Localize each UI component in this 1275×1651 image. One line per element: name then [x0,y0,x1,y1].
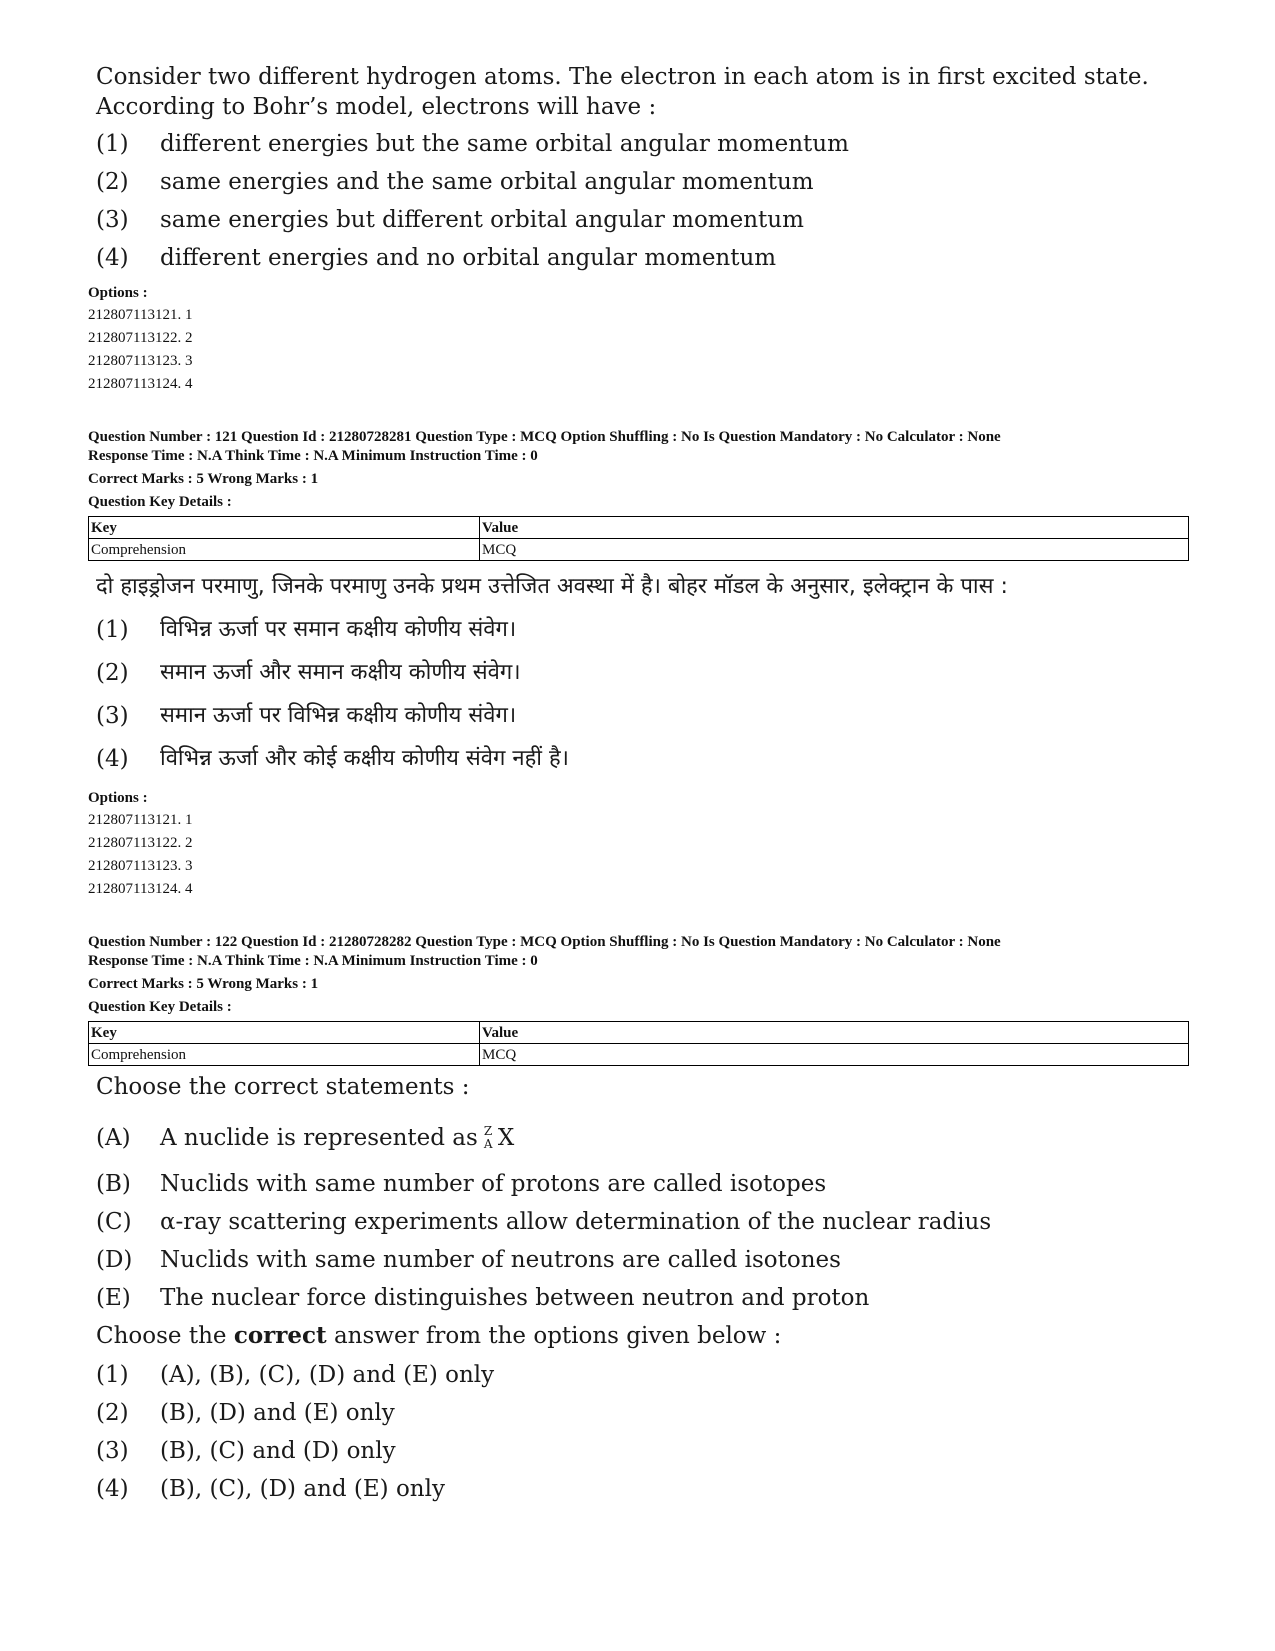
table-cell-key: Comprehension [89,539,480,561]
statement-item [96,1242,1196,1278]
statement-item [96,1166,1196,1202]
choice-number: (2) [96,660,129,686]
option-id: 212807113121. 1 [88,812,193,828]
choice-text: different energies and no orbital angular momentum [160,245,777,271]
answer-choice [96,612,1196,648]
instruction-post: answer from the options given below : [326,1323,782,1349]
nuclide-subscript: A [483,1137,493,1151]
statement-text: The nuclear force distinguishes between neutron and proton [160,1285,870,1311]
statement-label: (A) [96,1125,131,1151]
statement-text: Nuclids with same number of neutrons are called isotones [160,1247,841,1273]
choice-number: (1) [96,1362,129,1388]
answer-choice [96,1395,1196,1431]
question-meta: Response Time : N.A Think Time : N.A Minimum Instruction Time : 0 [88,448,538,464]
choice-text: विभिन्न ऊर्जा पर समान कक्षीय कोणीय संवेग। [160,617,517,642]
answer-choice [96,126,1196,162]
options-label: Options : [88,285,148,301]
choice-text: (B), (D) and (E) only [160,1400,395,1426]
answer-choice [96,655,1196,691]
choice-text: (B), (C), (D) and (E) only [160,1476,445,1502]
answer-choice [96,240,1196,276]
statement-label: (D) [96,1247,133,1273]
question-stem: Choose the correct statements : [96,1074,470,1100]
choice-text: समान ऊर्जा और समान कक्षीय कोणीय संवेग। [160,660,521,685]
question-meta: Response Time : N.A Think Time : N.A Minimum Instruction Time : 0 [88,953,538,969]
statement-label: (B) [96,1171,131,1197]
choice-text: (B), (C) and (D) only [160,1438,396,1464]
key-details-table [88,1021,1189,1066]
answer-choice [96,202,1196,238]
option-id: 212807113124. 4 [88,376,193,392]
choice-number: (3) [96,703,129,729]
choice-number: (2) [96,1400,129,1426]
answer-choice [96,698,1196,734]
question-meta: Question Number : 121 Question Id : 21280728281 Question Type : MCQ Option Shuffling : No Is Question Mandatory : No Calculator : None [88,429,1001,445]
table-header-value: Value [480,517,1189,539]
answer-instruction [96,1318,1196,1354]
instruction-bold: correct [233,1322,327,1349]
statement-text: α-ray scattering experiments allow determination of the nuclear radius [160,1209,992,1235]
choice-number: (2) [96,169,129,195]
instruction-pre: Choose the [96,1323,234,1349]
statement-text: Nuclids with same number of protons are called isotopes [160,1171,827,1197]
question-meta: Question Number : 122 Question Id : 21280728282 Question Type : MCQ Option Shuffling : No Is Question Mandatory : No Calculator : None [88,934,1001,950]
options-label: Options : [88,790,148,806]
choice-number: (4) [96,245,129,271]
choice-text: (A), (B), (C), (D) and (E) only [160,1362,495,1388]
nuclide-notation [482,1125,498,1151]
statement-text-body: A nuclide is represented as [160,1125,478,1151]
instruction-text [96,1318,781,1354]
choice-text: same energies and the same orbital angular momentum [160,169,814,195]
table-cell-value: MCQ [480,539,1189,561]
answer-choice [96,741,1196,777]
key-details-table [88,516,1189,561]
key-details-label: Question Key Details : [88,494,232,510]
choice-number: (3) [96,1438,129,1464]
option-id: 212807113123. 3 [88,858,193,874]
choice-number: (4) [96,746,129,772]
answer-choice [96,1471,1196,1507]
option-id: 212807113123. 3 [88,353,193,369]
choice-number: (1) [96,131,129,157]
question-marks: Correct Marks : 5 Wrong Marks : 1 [88,471,319,487]
choice-number: (1) [96,617,129,643]
option-id: 212807113122. 2 [88,330,193,346]
statement-text [160,1120,514,1156]
choice-text: विभिन्न ऊर्जा और कोई कक्षीय कोणीय संवेग नहीं है। [160,746,569,771]
choice-number: (3) [96,207,129,233]
option-id: 212807113121. 1 [88,307,193,323]
statement-item [96,1204,1196,1240]
choice-number: (4) [96,1476,129,1502]
table-header-key: Key [89,1022,480,1044]
statement-label: (C) [96,1209,132,1235]
table-cell-value: MCQ [480,1044,1189,1066]
choice-text: same energies but different orbital angular momentum [160,207,804,233]
option-id: 212807113124. 4 [88,881,193,897]
nuclide-superscript: Z [483,1124,493,1138]
question-stem-hindi: दो हाइड्रोजन परमाणु, जिनके परमाणु उनके प्रथम उत्तेजित अवस्था में है। बोहर मॉडल के अनुसार, इलेक्ट्रान के पास : [96,574,1008,599]
table-cell-key: Comprehension [89,1044,480,1066]
table-header-key: Key [89,517,480,539]
answer-choice [96,1357,1196,1393]
question-marks: Correct Marks : 5 Wrong Marks : 1 [88,976,319,992]
nuclide-symbol: X [497,1125,515,1151]
answer-choice [96,1433,1196,1469]
statement-label: (E) [96,1285,131,1311]
question-stem: Consider two different hydrogen atoms. The electron in each atom is in first excited state. According to Bohr’s model, electrons will have : [96,64,1149,120]
choice-text: समान ऊर्जा पर विभिन्न कक्षीय कोणीय संवेग। [160,703,517,728]
choice-text: different energies but the same orbital angular momentum [160,131,849,157]
table-header-value: Value [480,1022,1189,1044]
answer-choice [96,164,1196,200]
key-details-label: Question Key Details : [88,999,232,1015]
statement-item [96,1280,1196,1316]
statement-item [96,1120,1196,1156]
option-id: 212807113122. 2 [88,835,193,851]
